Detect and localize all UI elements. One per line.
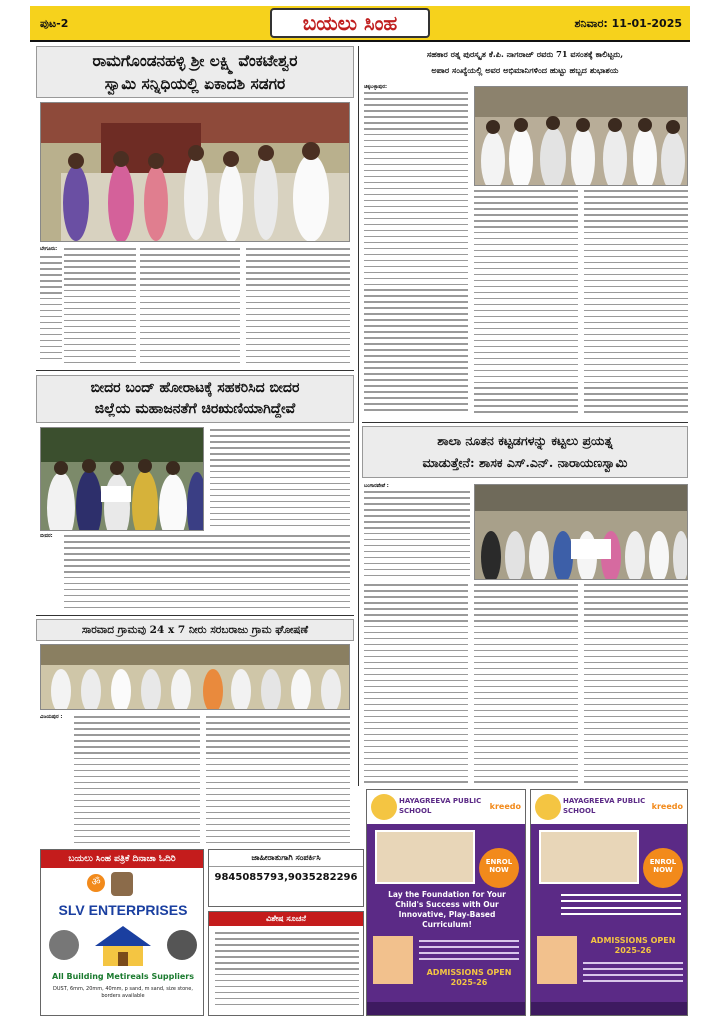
column-divider: [358, 46, 359, 786]
issue-date: ಶನಿವಾರ: 11-01-2025: [574, 17, 682, 30]
bidar-dateline: ಬೀದರ:: [40, 533, 53, 539]
school-body-col-3: [584, 584, 688, 788]
hayagreeva-brand-1: HAYAGREEVA PUBLIC SCHOOL: [399, 797, 482, 815]
masthead: [30, 6, 690, 42]
bidar-photo: [40, 427, 204, 531]
school-logo-icon: [535, 794, 561, 820]
notice-title: ವಿಶೇಷ ಸೂಚನೆ: [209, 912, 363, 926]
hayagreeva-message-1: Lay the Foundation for Your Child's Success with Our Innovative, Play-Based Curriculum!: [388, 890, 506, 929]
contact-label: ಜಾಹೀರಾತುಗಾಗಿ ಸಂಪರ್ಕಿಸಿ: [209, 850, 363, 867]
page-number: ಪುಟ-2: [40, 17, 69, 30]
enrol-badge-2: ENROL NOW: [643, 848, 683, 888]
hayagreeva-logo-1: [367, 790, 526, 824]
bidar-body-bottom: [64, 535, 350, 611]
bidar-body-right: [210, 429, 350, 529]
temple-dateline: ಬೇಗೂರು:: [40, 246, 58, 252]
sahakar-body-col-3: [584, 190, 688, 418]
school-body-col-2: [474, 584, 578, 788]
temple-body-col-3: [246, 248, 350, 366]
divider: [362, 422, 688, 423]
kannada-message-2: [561, 894, 681, 924]
address-strip-2: [531, 1002, 688, 1016]
sahakar-photo: [474, 86, 688, 186]
address-strip-1: [367, 1002, 526, 1016]
contact-box: [208, 849, 364, 907]
sahakar-body-col-1: [364, 92, 468, 418]
hayagreeva-brand-2: HAYAGREEVA PUBLIC SCHOOL: [563, 797, 646, 815]
house-icon: [93, 924, 153, 968]
classroom-photo-1: [375, 830, 475, 884]
water-headline: ಸಾರವಾದ ಗ್ರಾಮವು 24 x 7 ನೀರು ಸರಬರಾಜು ಗ್ರಾಮ ಘೋಷಣೆ: [36, 619, 354, 641]
school-body-col-1: [364, 584, 468, 788]
school-photo: [474, 484, 688, 580]
bidar-headline: ಬೀದರ ಬಂದ್ ಹೋರಾಟಕ್ಕೆ ಸಹಕರಿಸಿದ ಬೀದರ ಜಿಲ್ಲೆಯ ಮಹಾಜನತೆಗೆ ಚಿರಋಣಿಯಾಗಿದ್ದೇವೆ: [36, 375, 354, 423]
kids-photo-1: [373, 936, 413, 984]
temple-headline: ರಾಮಗೊಂಡನಹಳ್ಳಿ ಶ್ರೀ ಲಕ್ಷ್ಮಿ ವೆಂಕಟೇಶ್ವರ ಸ್ವಾಮಿ ಸನ್ನಿಧಿಯಲ್ಲಿ ಏಕಾದಶಿ ಸಡಗರ: [36, 46, 354, 98]
bullet-list-1: [419, 940, 519, 970]
slv-ad-name: SLV ENTERPRISES: [58, 902, 188, 918]
paper-title: ಬಯಲು ಸಿಂಹ: [270, 8, 430, 38]
slv-ad-header: ಬಯಲು ಸಿಂಹ ಪತ್ರಿಕೆ ದಿನಾಚಾ ಓದಿರಿ: [41, 850, 203, 868]
temple-body-col-1: [64, 248, 136, 366]
classroom-photo-2: [539, 830, 639, 884]
school-dateline: ಬಂಗಾರಪೇಟೆ :: [364, 483, 389, 489]
temple-body-col-2: [140, 248, 240, 366]
temple-photo: [40, 102, 350, 242]
slv-ad-footer: DUST, 6mm, 20mm, 40mm, p sand, m sand, size stone, borders available: [53, 986, 193, 999]
sahakar-dateline: ಚಿಕ್ಕಬಳ್ಳಾಪುರ:: [364, 84, 387, 90]
school-logo-icon: [371, 794, 397, 820]
divider: [36, 370, 354, 371]
gravel-icon: [49, 930, 79, 960]
slv-enterprises-ad: [40, 849, 204, 1016]
slv-avatar: [111, 872, 133, 896]
water-dateline: ವಿಜಯಪುರ :: [40, 714, 63, 720]
kreedo-logo-1: kreedo: [489, 802, 521, 811]
slv-om-icon: ॐ: [87, 874, 105, 892]
enrol-badge-1: ENROL NOW: [479, 848, 519, 888]
temple-body-col-1b: [40, 256, 62, 366]
sahakar-headline: ಸಹಕಾರ ರತ್ನ ಪುರಸ್ಕೃತ ಕೆ.ಪಿ. ನಾಗರಾಜ್ ರವರು 71 ವಸಂತಕ್ಕೆ ಕಾಲಿಟ್ಟರು, ಅಪಾರ ಸಂಖ್ಯೆಯಲ್ಲಿ ಅವರ ಅಭಿಮಾನಿಗಳಿಂದ ಹುಟ್ಟು ಹಬ್ಬದ ಶುಭಾಶಯ: [426, 49, 624, 75]
slv-ad-tagline: All Building Metireals Suppliers: [52, 972, 194, 981]
stone-icon: [167, 930, 197, 960]
hayagreeva-logo-2: [531, 790, 688, 824]
kids-photo-2: [537, 936, 577, 984]
school-headline: ಶಾಲಾ ನೂತನ ಕಟ್ಟಡಗಳನ್ನು ಕಟ್ಟಲು ಪ್ರಯತ್ನ ಮಾಡುತ್ತೇನೆ: ಶಾಸಕ ಎಸ್.ಎನ್. ನಾರಾಯಣಸ್ವಾಮಿ: [362, 426, 688, 478]
notice-box: [208, 911, 364, 1016]
admissions-2: ADMISSIONS OPEN 2025-26: [590, 936, 676, 955]
school-body-col-0: [364, 491, 470, 579]
admissions-1: ADMISSIONS OPEN 2025-26: [426, 968, 512, 987]
divider: [36, 615, 354, 616]
water-body-col-2: [206, 716, 350, 846]
contact-phones: 9845085793,9035282296: [214, 872, 358, 883]
water-photo: [40, 644, 350, 710]
hayagreeva-ad-2: [530, 789, 688, 1016]
sahakar-body-col-2: [474, 190, 578, 418]
bullet-list-2: [583, 962, 683, 992]
notice-body: [215, 932, 359, 1012]
hayagreeva-ad-1: [366, 789, 526, 1016]
kreedo-logo-2: kreedo: [651, 802, 683, 811]
water-body-col-1: [74, 716, 200, 846]
newspaper-page: [30, 6, 690, 1018]
